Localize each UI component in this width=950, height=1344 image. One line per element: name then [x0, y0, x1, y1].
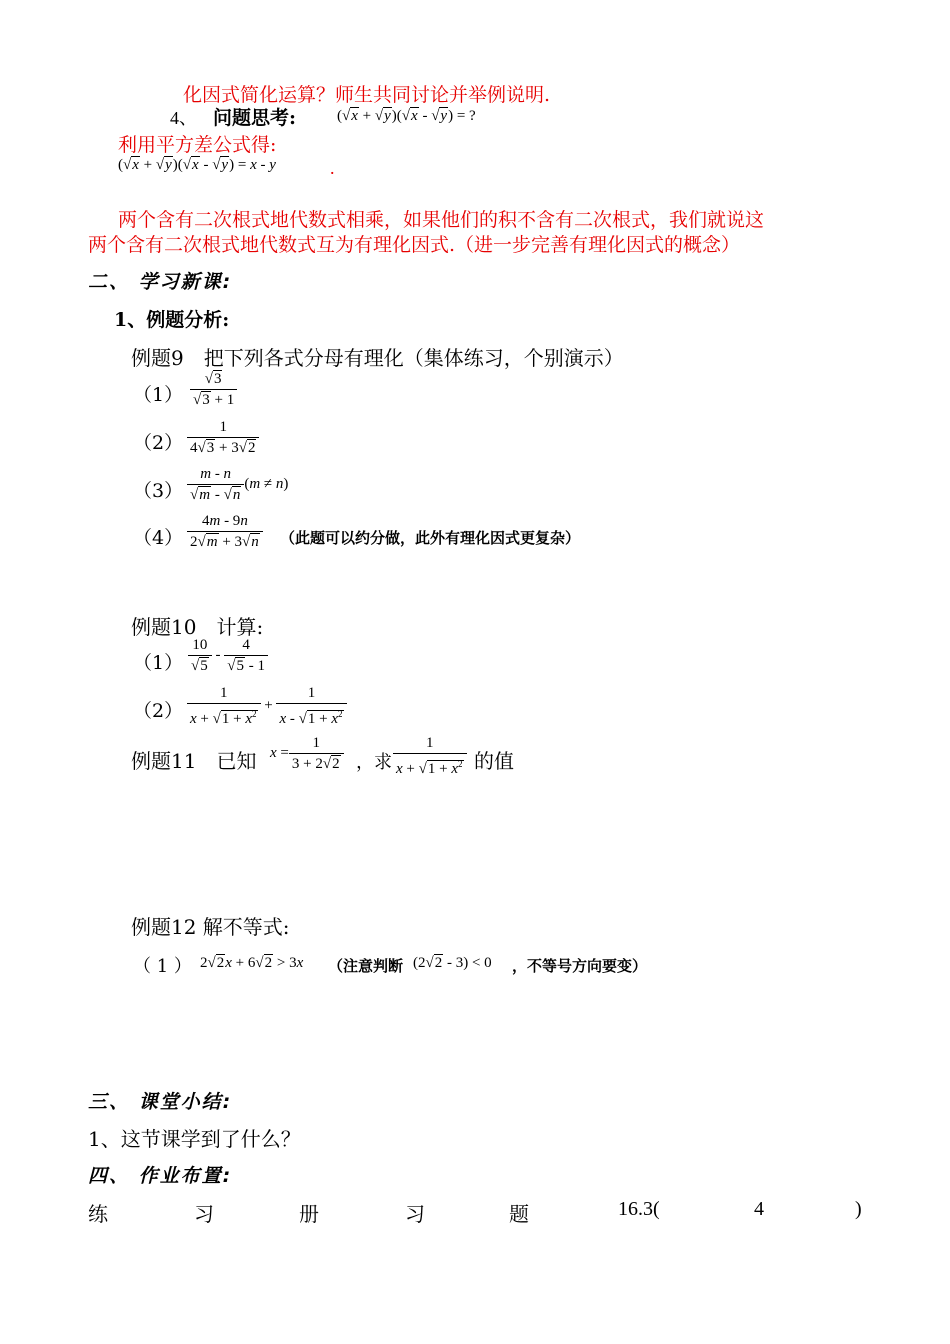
definition-line-1: 两个含有二次根式地代数式相乘，如果他们的积不含有二次根式，我们就说这 — [118, 209, 765, 231]
homework-word-2: 习 — [194, 1202, 214, 1226]
homework-word-3: 册 — [299, 1202, 319, 1226]
ex12-note-expression: (2√2 - 3) < 0 — [413, 955, 492, 971]
homework-exercise-number: 4 — [754, 1198, 764, 1220]
item-4-label: 问题思考: — [213, 107, 297, 129]
example-11-prefix: 例题11 已知 — [131, 749, 257, 773]
ex12-item-1-label: （ 1 ） — [133, 956, 192, 977]
section-2-heading: 二、 学习新课: — [88, 271, 233, 293]
ex12-inequality: 2√2x + 6√2 > 3x — [200, 955, 304, 971]
ex9-item-4-label: （4） — [133, 527, 184, 549]
ex9-item-1-label: （1） — [133, 384, 184, 406]
ex9-item-2-fraction: $\frac{1}{4√3 + 3√2}$ — [187, 417, 259, 458]
ex12-note-start: （注意判断 — [328, 957, 404, 975]
homework-word-4: 习 — [405, 1202, 425, 1226]
example-11-target: $\frac{1}{x + √1 + x^2}$ — [393, 733, 467, 779]
ex9-item-1-fraction: $\frac{√3}{√3 + 1}$ — [190, 369, 237, 410]
homework-exercise-ref: 16.3( — [618, 1198, 660, 1220]
homework-word-5: 题 — [509, 1202, 529, 1226]
ex9-item-3-label: （3） — [133, 480, 184, 502]
ex12-note-end: ，不等号方向要变） — [512, 957, 648, 975]
example-11-suffix: 的值 — [474, 749, 514, 773]
homework-close-paren: ) — [855, 1198, 862, 1220]
item-4-expression: (√x + √y)(√x - √y) = ? — [337, 108, 476, 124]
section-3-item-1: 1、这节课学到了什么？ — [88, 1127, 301, 1151]
example-11-given: x = $\frac{1}{3 + 2√2}$ — [270, 733, 344, 774]
formula-expression: (√x + √y)(√x - √y) = x - y — [118, 157, 276, 173]
ex10-item-1-label: （1） — [133, 652, 184, 674]
ex9-item-2-label: （2） — [133, 432, 184, 454]
formula-label: 利用平方差公式得: — [118, 134, 277, 156]
section-2-sub-1: 1、例题分析: — [114, 309, 230, 331]
example-9-title: 例题9 把下列各式分母有理化（集体练习，个别演示） — [131, 346, 624, 370]
item-4-number: 4、 — [170, 108, 197, 128]
definition-line-2: 两个含有二次根式地代数式互为有理化因式.（进一步完善有理化因式的概念） — [88, 234, 741, 256]
intro-line-1: 化因式简化运算？师生共同讨论并举例说明. — [183, 84, 551, 106]
formula-period: . — [330, 158, 335, 178]
example-10-title: 例题10 计算: — [131, 615, 264, 639]
homework-word-1: 练 — [88, 1202, 108, 1226]
section-3-heading: 三、 课堂小结: — [88, 1091, 233, 1113]
ex9-item-3-fraction: $\frac{m - n}{√m - √n}$ (m ≠ n) — [187, 464, 288, 505]
ex9-item-4-note: （此题可以约分做，此外有理化因式更复杂） — [280, 529, 581, 547]
ex9-item-4-fraction: $\frac{4m - 9n}{2√m + 3√n}$ — [187, 511, 263, 552]
ex10-item-2-expression: $\frac{1}{x + √1 + x^2}$ + $\frac{1}{x - √1 + x^2}$ — [187, 683, 347, 729]
example-11-mid: ，求 — [356, 752, 392, 773]
ex10-item-1-expression: $\frac{10}{√5}$ - $\frac{4}{√5 - 1}$ — [188, 635, 268, 676]
ex10-item-2-label: （2） — [133, 700, 184, 722]
section-4-heading: 四、 作业布置: — [88, 1165, 233, 1187]
example-12-title: 例题12 解不等式: — [131, 915, 290, 939]
